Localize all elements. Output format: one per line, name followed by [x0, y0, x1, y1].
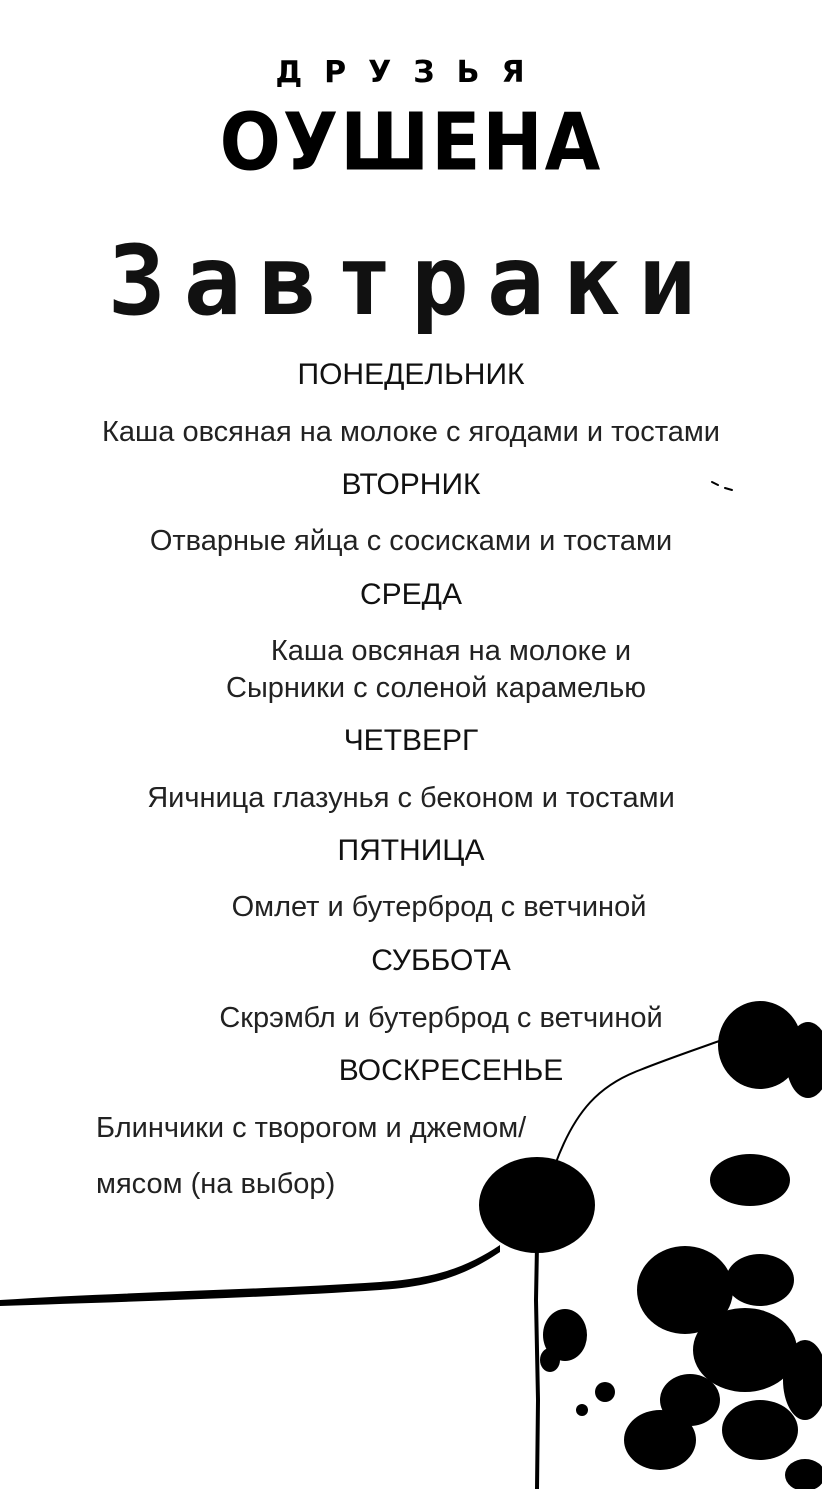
blot-small-3: [595, 1382, 615, 1402]
dish-thursday: Яичница глазунья с беконом и тостами: [147, 782, 675, 814]
speck-1: [712, 482, 732, 490]
day-friday: ПЯТНИЦА: [337, 834, 485, 867]
tree-crown: [479, 1157, 595, 1253]
dish-sunday-line1: Блинчики с творогом и джемом/: [96, 1112, 527, 1144]
blot-7: [722, 1400, 798, 1460]
dish-wednesday-line2: Сырники с соленой карамелью: [226, 672, 646, 704]
blot-3: [726, 1254, 794, 1306]
tree-trunk: [536, 1245, 538, 1489]
day-tuesday: ВТОРНИК: [341, 468, 481, 501]
blot-6: [624, 1410, 696, 1470]
dish-sunday-line2: мясом (на выбор): [96, 1168, 336, 1200]
dish-wednesday-line1: Каша овсяная на молоке и: [270, 635, 632, 667]
page-title: Завтраки: [107, 225, 715, 337]
day-thursday: ЧЕТВЕРГ: [343, 724, 479, 757]
dish-monday: Каша овсяная на молоке с ягодами и тостами: [102, 416, 720, 448]
blot-1: [710, 1154, 790, 1206]
dish-tuesday: Отварные яйца с сосисками и тостами: [149, 525, 673, 557]
dish-saturday: Скрэмбл и бутерброд с ветчиной: [219, 1002, 663, 1034]
dish-friday: Омлет и бутерброд с ветчиной: [231, 891, 647, 923]
day-monday: ПОНЕДЕЛЬНИК: [297, 358, 525, 391]
logo-main-text: ОУШЕНА: [219, 95, 603, 189]
blot-small-4: [576, 1404, 588, 1416]
day-sunday: ВОСКРЕСЕНЬЕ: [338, 1054, 564, 1087]
blot-9: [785, 1459, 822, 1489]
blot-4: [693, 1308, 797, 1392]
branch-line: [555, 1040, 722, 1165]
day-wednesday: СРЕДА: [359, 578, 462, 611]
day-saturday: СУББОТА: [371, 944, 511, 977]
blot-small-2: [540, 1348, 560, 1372]
ground-line: [0, 1245, 500, 1306]
logo-top-text: ДРУЗЬЯ: [275, 55, 547, 90]
